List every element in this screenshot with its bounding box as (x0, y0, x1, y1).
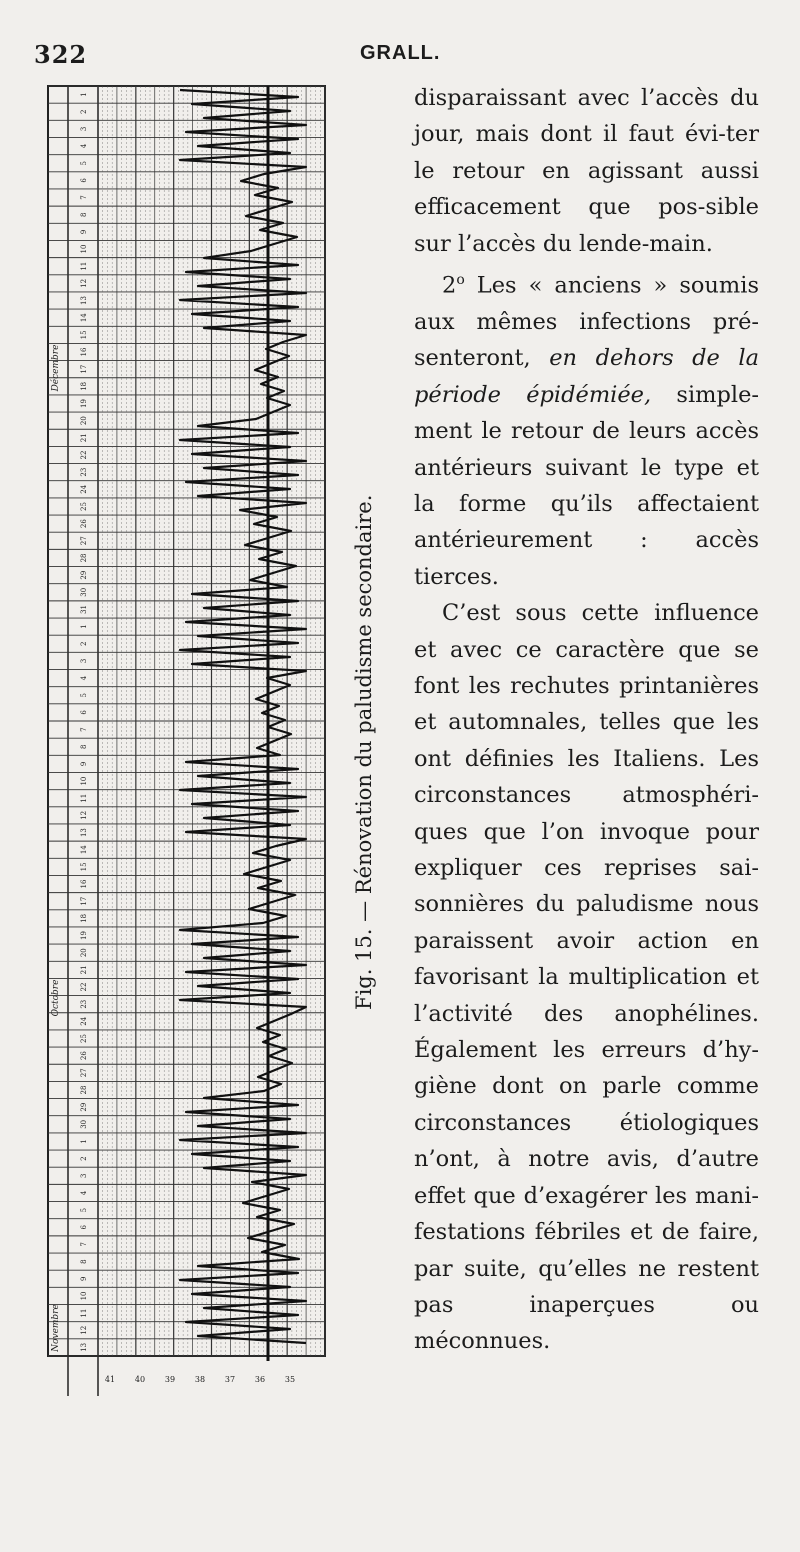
day-label: 5 (80, 160, 88, 166)
day-label: 18 (80, 913, 88, 923)
day-label: 8 (80, 1259, 88, 1264)
day-label: 2 (80, 109, 88, 114)
day-label: 28 (80, 553, 88, 563)
day-label: 29 (80, 570, 88, 580)
day-label: 11 (80, 261, 88, 271)
day-label: 1 (80, 624, 88, 629)
day-label: 26 (80, 1051, 88, 1061)
day-label: 12 (80, 810, 88, 820)
month-handwritten-label: Décembre (51, 344, 61, 392)
running-title: GRALL. (360, 42, 441, 64)
day-label: 7 (80, 195, 88, 200)
day-label: 21 (80, 433, 88, 443)
day-label: 14 (80, 845, 88, 855)
day-label: 12 (80, 278, 88, 288)
month-handwritten-label: Novembre (51, 1304, 61, 1352)
day-label: 20 (80, 416, 88, 426)
paragraph-2-emphasis: en dehors de la période épidémiée, (414, 345, 759, 408)
day-label: 5 (80, 1207, 88, 1213)
day-label: 21 (80, 965, 88, 975)
page-number: 322 (34, 40, 88, 69)
day-label: 4 (80, 675, 88, 681)
day-label: 13 (80, 296, 88, 305)
day-label: 9 (80, 761, 88, 767)
day-label: 18 (80, 381, 88, 391)
day-label: 9 (80, 229, 88, 235)
day-label: 8 (80, 212, 88, 217)
day-label: 6 (80, 1225, 88, 1230)
day-label: 6 (80, 710, 88, 715)
day-label: 13 (80, 1342, 88, 1352)
day-label: 6 (80, 178, 88, 183)
day-label: 9 (80, 1276, 88, 1282)
temperature-axis-label: 36 (254, 1375, 266, 1384)
temperature-axis-label: 37 (224, 1375, 236, 1384)
day-label: 8 (80, 744, 88, 749)
day-label: 24 (80, 484, 88, 494)
day-label: 25 (80, 502, 88, 511)
day-label: 1 (80, 92, 88, 97)
temperature-axis-label: 35 (284, 1375, 296, 1384)
month-handwritten-label: Octobre (51, 979, 61, 1017)
paragraph-2 (414, 262, 759, 595)
paragraph-3: C’est sous cette influence et avec ce caractère que se font les rechutes printanières et automnales, telles que les ont définies les Italiens. Les circonstances atmosphéri-ques que l’on invoque pour expliquer ces reprises sai-sonnières du paludisme nous paraissent avoir action en favorisant la multiplication et l’activité des anophélines. Également les erreurs d’hy-giène dont on parle comme circonstances étiologiques n’ont, à notre avis, d’autre effet que d’exagérer les mani-festations fébriles et de faire, par suite, qu’elles ne restent pas inaperçues ou méconnues. (414, 600, 759, 1355)
day-label: 27 (80, 536, 88, 546)
day-label: 15 (80, 862, 88, 872)
paragraph-1: disparaissant avec l’accès du jour, mais dont il faut évi-ter le retour en agissant aussi efficacement que pos-sible sur l’accès du lende-main. (414, 85, 759, 257)
day-label: 29 (80, 1102, 88, 1112)
day-label: 5 (80, 693, 88, 698)
day-label: 14 (80, 313, 88, 323)
day-label: 13 (80, 828, 88, 838)
day-label: 7 (80, 1242, 88, 1247)
temperature-axis-label: 41 (104, 1375, 116, 1384)
day-label: 10 (80, 1291, 88, 1301)
day-label: 1 (80, 1139, 88, 1144)
day-label: 2 (80, 1156, 88, 1161)
figure-caption: Fig. 15. — Rénovation du paludisme secondaire. (352, 494, 376, 1010)
day-label: 30 (80, 1119, 88, 1129)
day-label: 10 (80, 776, 88, 786)
day-label: 7 (80, 727, 88, 732)
day-label: 28 (80, 1085, 88, 1095)
day-label: 26 (80, 519, 88, 529)
paragraph-2-superscript: o (456, 272, 465, 289)
temperature-axis-label: 38 (194, 1375, 206, 1384)
temperature-axis-label: 39 (164, 1375, 176, 1384)
paragraph-2-text-b: simple-ment le retour de leurs accès antérieurs suivant le type et la forme qu’ils affectaient antérieurement : accès tierces. (414, 381, 759, 590)
day-label: 11 (80, 793, 88, 803)
day-label: 17 (80, 896, 88, 906)
temperature-axis-label: 40 (134, 1375, 146, 1384)
paragraph-2-number: 2 (442, 272, 457, 299)
running-header (0, 40, 800, 74)
day-label: 19 (80, 399, 88, 408)
day-label: 23 (80, 467, 88, 477)
body-text (414, 80, 759, 1360)
day-label: 11 (80, 1308, 88, 1318)
day-label: 22 (80, 982, 88, 992)
day-label: 2 (80, 641, 88, 647)
day-label: 4 (80, 143, 88, 149)
temperature-chart-svg (40, 78, 340, 1418)
paragraph-2-text-a: Les « anciens » soumis aux mêmes infections pré-senteront, (414, 272, 759, 372)
temperature-chart (40, 78, 340, 1418)
day-label: 30 (80, 587, 88, 597)
day-label: 3 (80, 1173, 88, 1179)
day-label: 20 (80, 948, 88, 958)
day-label: 3 (80, 658, 88, 664)
day-label: 4 (80, 1190, 88, 1196)
day-label: 10 (80, 244, 88, 254)
day-label: 27 (80, 1068, 88, 1078)
day-label: 25 (80, 1034, 88, 1043)
day-label: 22 (80, 450, 88, 460)
day-label: 24 (80, 1016, 88, 1026)
day-label: 31 (80, 604, 88, 614)
day-label: 12 (80, 1325, 88, 1335)
day-label: 23 (80, 999, 88, 1009)
day-label: 16 (80, 879, 88, 889)
day-label: 3 (80, 126, 88, 132)
day-label: 15 (80, 330, 88, 340)
day-label: 17 (80, 364, 88, 374)
day-label: 19 (80, 931, 88, 940)
day-label: 16 (80, 347, 88, 357)
